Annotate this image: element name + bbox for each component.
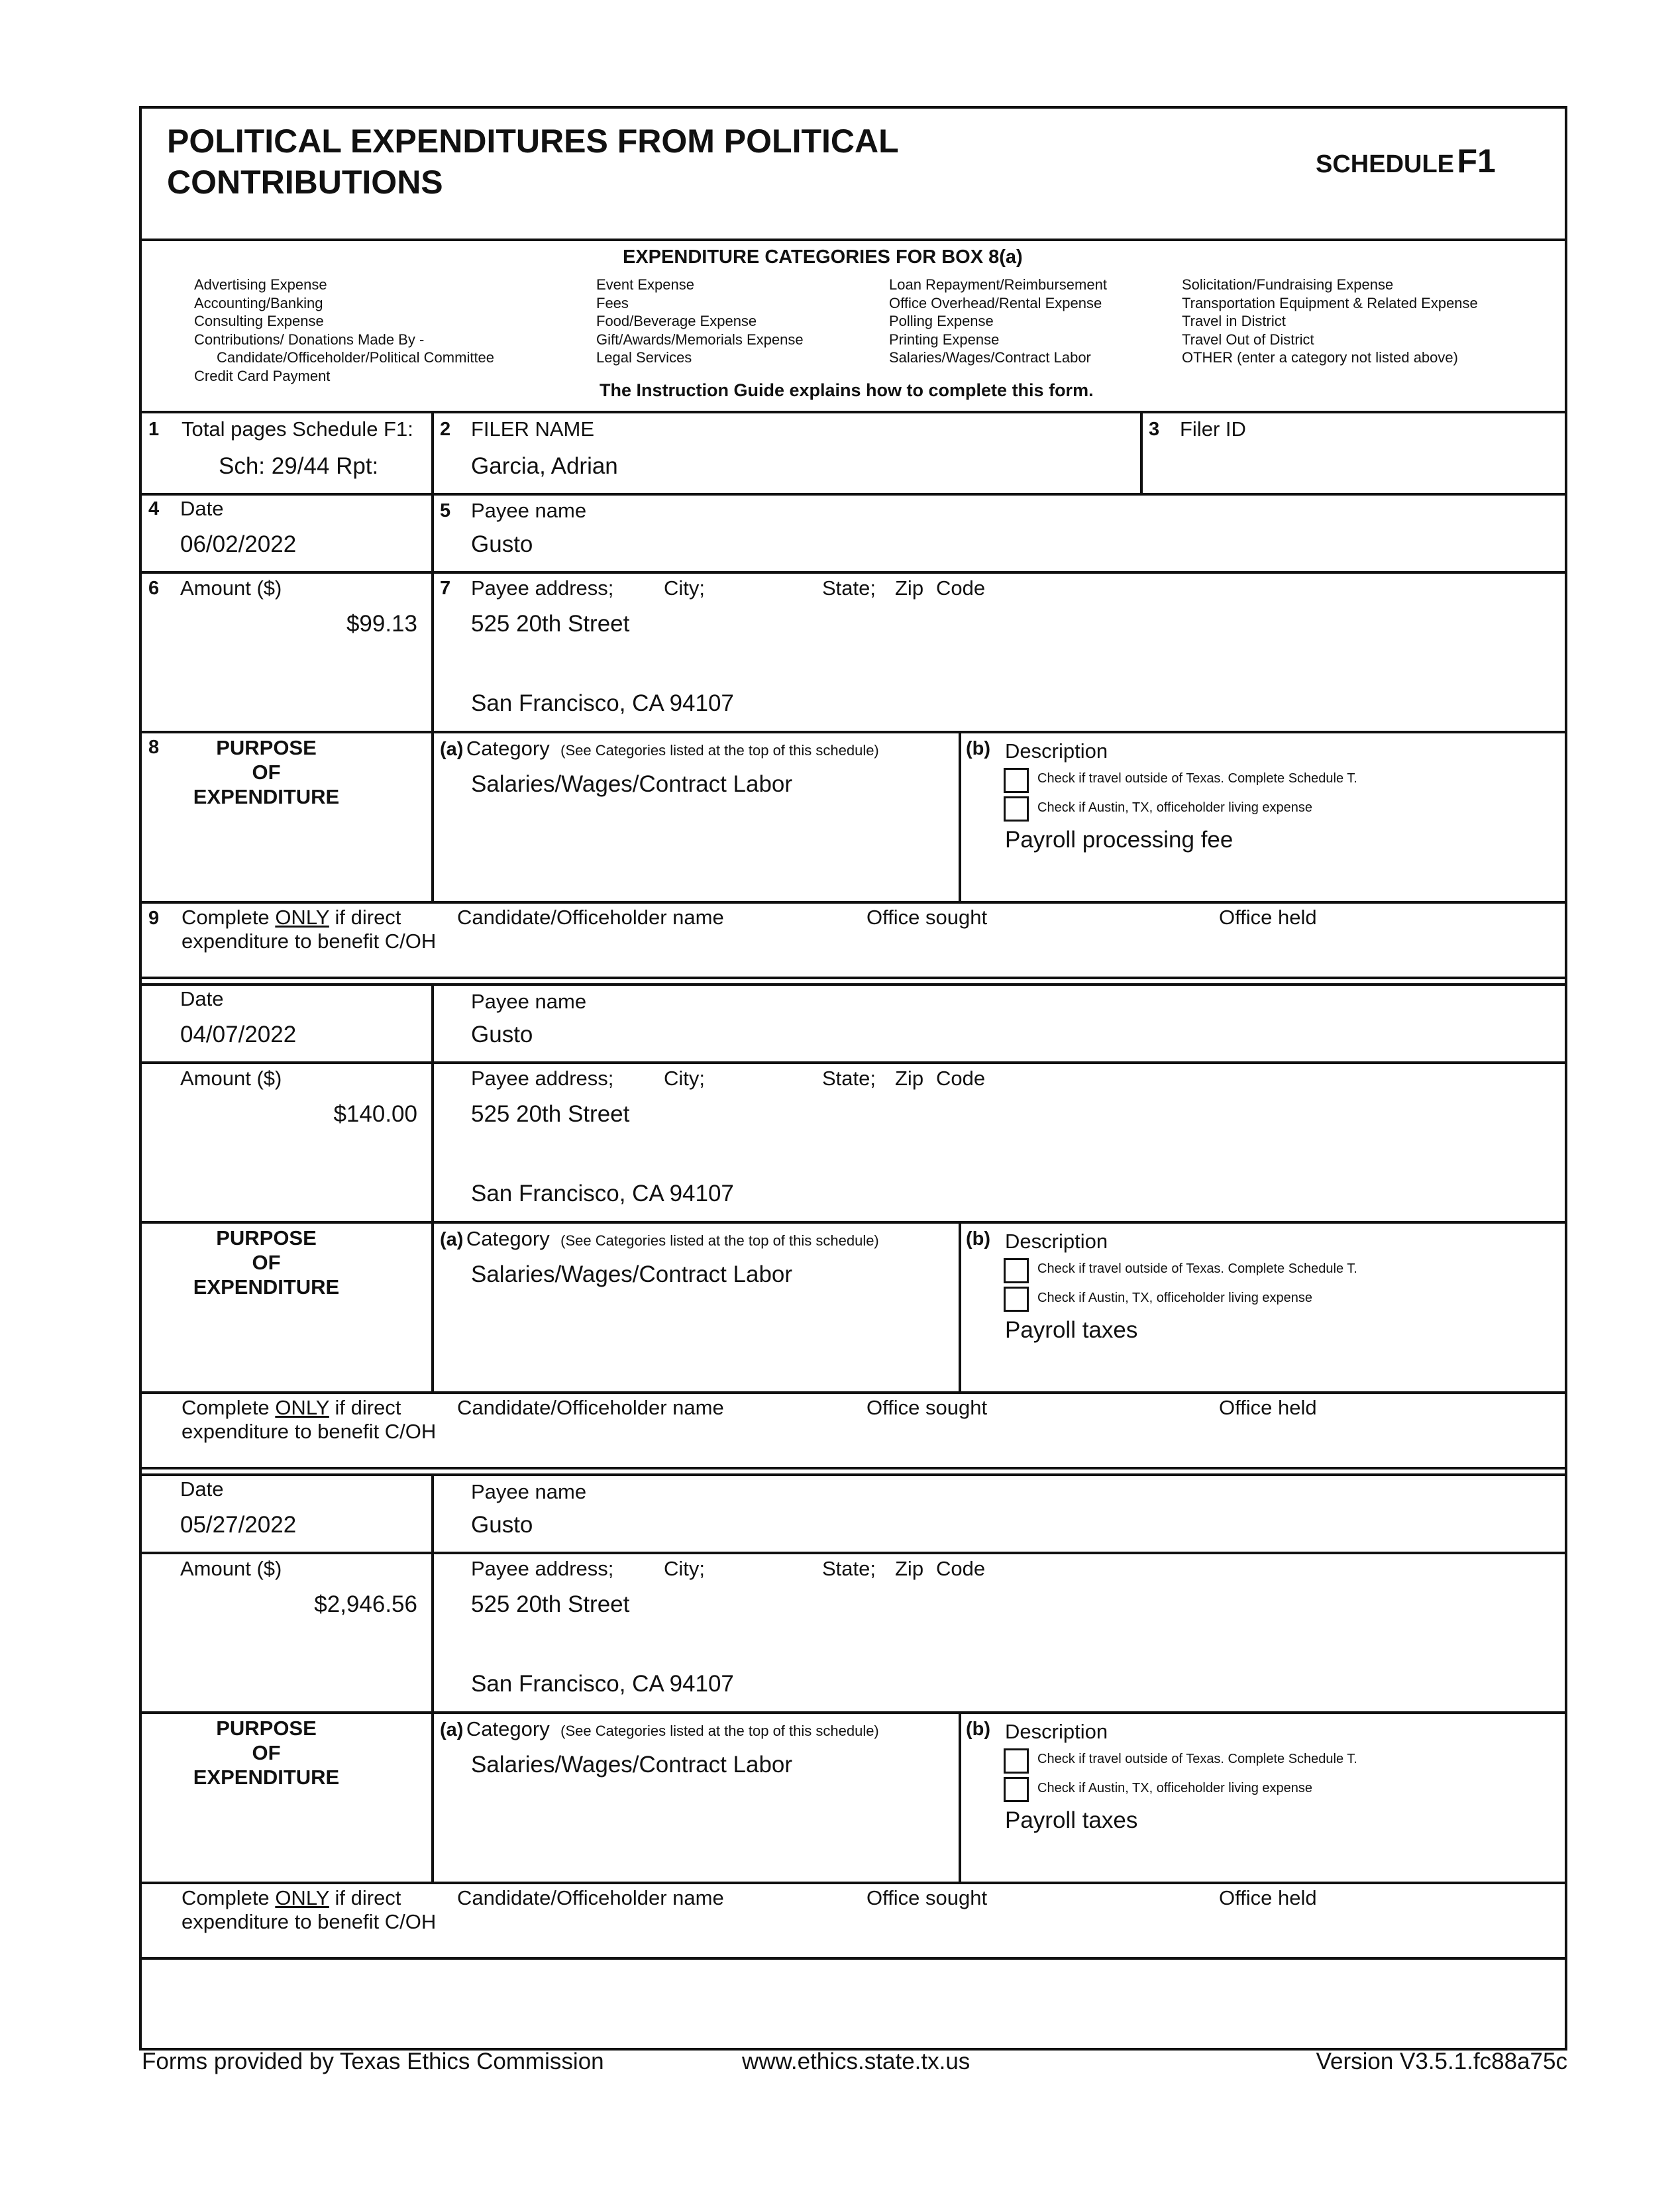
candidate-name-label: Candidate/Officeholder name (457, 1886, 724, 1909)
direct-expenditure-note (182, 1396, 436, 1444)
austin-checkbox[interactable] (1004, 796, 1029, 822)
purpose-heading (167, 735, 366, 809)
category-item: Credit Card Payment (194, 367, 331, 384)
category-label-row (440, 1227, 879, 1251)
field-number: 1 (148, 419, 160, 440)
only-word: ONLY (275, 1396, 329, 1419)
purpose-line: EXPENDITURE (193, 785, 340, 808)
divider (959, 731, 961, 901)
city-state-zip-value: San Francisco, CA 94107 (471, 690, 734, 716)
purpose-line: OF (252, 1741, 281, 1764)
purpose-heading (167, 1716, 366, 1789)
category-item: Solicitation/Fundraising Expense (1182, 276, 1394, 293)
form-title (167, 121, 899, 203)
category-item: Printing Expense (889, 331, 1000, 348)
field-number: 8 (148, 737, 160, 758)
filer-id-label: Filer ID (1180, 417, 1246, 441)
divider (431, 983, 434, 1391)
divider (959, 1221, 961, 1391)
field-number: 9 (148, 908, 160, 929)
amount-label: Amount ($) (180, 1557, 282, 1580)
footer-version: Version V3.5.1.fc88a75c (1316, 2049, 1567, 2074)
category-item: Travel in District (1182, 313, 1286, 329)
field-number: 2 (440, 419, 451, 440)
code-label: Code (936, 576, 986, 600)
field-number: 6 (148, 578, 160, 599)
divider (1140, 411, 1143, 493)
office-sought-label: Office sought (866, 1886, 988, 1909)
austin-checkbox[interactable] (1004, 1287, 1029, 1312)
divider (139, 977, 1567, 979)
divider (139, 1473, 1567, 1476)
only-word: ONLY (275, 906, 329, 929)
divider (139, 1467, 1567, 1469)
schedule-word: SCHEDULE (1316, 150, 1455, 178)
travel-checkbox-label: Check if travel outside of Texas. Complete Schedule T. (1037, 771, 1357, 786)
payee-name-label: Payee name (471, 499, 587, 522)
complete-word: Complete (182, 1886, 270, 1909)
category-item: Polling Expense (889, 313, 994, 329)
field-letter: (a) (440, 1229, 464, 1250)
description-value: Payroll processing fee (1005, 827, 1234, 853)
purpose-line: PURPOSE (216, 1226, 317, 1250)
zip-label: Zip (895, 1557, 924, 1580)
category-value: Salaries/Wages/Contract Labor (471, 1752, 793, 1778)
payee-name-value: Gusto (471, 1512, 533, 1538)
category-item: Event Expense (596, 276, 694, 293)
payee-name-value: Gusto (471, 1022, 533, 1047)
schedule-id (1316, 142, 1496, 180)
complete-word: Complete (182, 906, 270, 929)
divider (139, 493, 1567, 496)
field-letter: (b) (966, 1719, 991, 1740)
footer-website[interactable]: www.ethics.state.tx.us (742, 2049, 971, 2074)
schedule-code: F1 (1457, 142, 1496, 180)
code-label: Code (936, 1557, 986, 1580)
austin-checkbox[interactable] (1004, 1777, 1029, 1802)
purpose-line: EXPENDITURE (193, 1275, 340, 1299)
divider (139, 239, 1567, 241)
category-label-row (440, 737, 879, 761)
austin-checkbox-label: Check if Austin, TX, officeholder living expense (1037, 800, 1313, 815)
category-item: Transportation Equipment & Related Expense (1182, 294, 1478, 311)
benefit-line: expenditure to benefit C/OH (182, 930, 437, 953)
category-item: Legal Services (596, 349, 692, 366)
amount-value: $99.13 (346, 611, 417, 637)
purpose-heading (167, 1226, 366, 1299)
city-label: City; (664, 1557, 705, 1580)
category-note: (See Categories listed at the top of this schedule) (560, 1232, 879, 1249)
form-title-line2: CONTRIBUTIONS (167, 164, 443, 201)
category-item: Accounting/Banking (194, 294, 323, 311)
category-item: Loan Repayment/Reimbursement (889, 276, 1107, 293)
category-item: Fees (596, 294, 629, 311)
category-value: Salaries/Wages/Contract Labor (471, 1261, 793, 1287)
divider (139, 731, 1567, 733)
instruction-note: The Instruction Guide explains how to complete this form. (600, 380, 1094, 400)
category-item: OTHER (enter a category not listed above) (1182, 349, 1458, 366)
footer-provider: Forms provided by Texas Ethics Commission (142, 2049, 604, 2074)
city-state-zip-value: San Francisco, CA 94107 (471, 1181, 734, 1206)
description-label: Description (1005, 1720, 1108, 1743)
category-label: Category (466, 1717, 550, 1740)
divider (431, 411, 434, 493)
categories-heading: EXPENDITURE CATEGORIES FOR BOX 8(a) (623, 246, 1023, 268)
category-label: Category (466, 737, 550, 760)
description-label: Description (1005, 1230, 1108, 1253)
direct-expenditure-note (182, 906, 436, 953)
category-item: Contributions/ Donations Made By - (194, 331, 425, 348)
payee-address-label: Payee address; (471, 1557, 614, 1580)
date-label: Date (180, 497, 224, 520)
complete-word: Complete (182, 1396, 270, 1419)
divider (139, 1221, 1567, 1224)
category-item: Travel Out of District (1182, 331, 1314, 348)
payee-name-label: Payee name (471, 990, 587, 1013)
category-item: Salaries/Wages/Contract Labor (889, 349, 1091, 366)
filer-name-label: FILER NAME (471, 417, 595, 441)
amount-value: $140.00 (333, 1101, 417, 1127)
state-label: State; (822, 576, 876, 600)
street-value: 525 20th Street (471, 611, 630, 637)
field-number: 7 (440, 578, 451, 599)
date-value: 05/27/2022 (180, 1512, 297, 1538)
divider (139, 1957, 1567, 1960)
divider (139, 571, 1567, 574)
total-pages-label: Total pages Schedule F1: (182, 417, 413, 441)
travel-checkbox-label: Check if travel outside of Texas. Complete Schedule T. (1037, 1261, 1357, 1276)
austin-checkbox-label: Check if Austin, TX, officeholder living expense (1037, 1291, 1313, 1305)
benefit-line: expenditure to benefit C/OH (182, 1910, 437, 1933)
date-label: Date (180, 1477, 224, 1501)
office-sought-label: Office sought (866, 906, 988, 929)
if-direct-word: if direct (335, 1886, 401, 1909)
street-value: 525 20th Street (471, 1591, 630, 1617)
divider (139, 1711, 1567, 1714)
category-note: (See Categories listed at the top of this schedule) (560, 1723, 879, 1739)
date-value: 06/02/2022 (180, 531, 297, 557)
candidate-name-label: Candidate/Officeholder name (457, 906, 724, 929)
code-label: Code (936, 1067, 986, 1090)
field-number: 3 (1149, 419, 1160, 440)
category-column-1 (194, 276, 494, 385)
amount-label: Amount ($) (180, 1067, 282, 1090)
if-direct-word: if direct (335, 1396, 401, 1419)
category-item: Candidate/Officeholder/Political Committee (217, 349, 495, 366)
if-direct-word: if direct (335, 906, 401, 929)
total-pages-value: Sch: 29/44 Rpt: (219, 453, 379, 479)
purpose-line: OF (252, 1251, 281, 1274)
date-value: 04/07/2022 (180, 1022, 297, 1047)
purpose-line: EXPENDITURE (193, 1766, 340, 1789)
purpose-line: OF (252, 761, 281, 784)
office-held-label: Office held (1219, 906, 1317, 929)
field-number: 5 (440, 500, 451, 521)
description-value: Payroll taxes (1005, 1317, 1138, 1343)
divider (959, 1711, 961, 1882)
divider (431, 493, 434, 901)
category-item: Food/Beverage Expense (596, 313, 757, 329)
state-label: State; (822, 1557, 876, 1580)
city-label: City; (664, 576, 705, 600)
category-item: Office Overhead/Rental Expense (889, 294, 1102, 311)
category-item: Consulting Expense (194, 313, 324, 329)
divider (139, 1061, 1567, 1064)
category-label-row (440, 1717, 879, 1741)
payee-name-label: Payee name (471, 1480, 587, 1503)
travel-checkbox[interactable] (1004, 1748, 1029, 1774)
divider (139, 1391, 1567, 1394)
form-title-line1: POLITICAL EXPENDITURES FROM POLITICAL (167, 123, 899, 160)
divider (139, 1882, 1567, 1884)
state-label: State; (822, 1067, 876, 1090)
description-value: Payroll taxes (1005, 1807, 1138, 1833)
office-sought-label: Office sought (866, 1396, 988, 1419)
category-item: Gift/Awards/Memorials Expense (596, 331, 804, 348)
amount-value: $2,946.56 (314, 1591, 417, 1617)
category-column-4 (1182, 276, 1478, 367)
travel-checkbox-label: Check if travel outside of Texas. Complete Schedule T. (1037, 1752, 1357, 1766)
field-number: 4 (148, 498, 160, 519)
payee-address-label: Payee address; (471, 576, 614, 600)
zip-label: Zip (895, 576, 924, 600)
candidate-name-label: Candidate/Officeholder name (457, 1396, 724, 1419)
payee-address-label: Payee address; (471, 1067, 614, 1090)
field-letter: (b) (966, 738, 991, 759)
purpose-line: PURPOSE (216, 736, 317, 759)
street-value: 525 20th Street (471, 1101, 630, 1127)
category-column-3 (889, 276, 1107, 367)
purpose-line: PURPOSE (216, 1717, 317, 1740)
divider (139, 1552, 1567, 1554)
city-label: City; (664, 1067, 705, 1090)
category-label: Category (466, 1227, 550, 1250)
travel-checkbox[interactable] (1004, 1258, 1029, 1283)
office-held-label: Office held (1219, 1886, 1317, 1909)
date-label: Date (180, 987, 224, 1010)
divider (139, 411, 1567, 413)
office-held-label: Office held (1219, 1396, 1317, 1419)
field-letter: (b) (966, 1228, 991, 1250)
field-letter: (a) (440, 739, 464, 760)
category-column-2 (596, 276, 804, 367)
zip-label: Zip (895, 1067, 924, 1090)
amount-label: Amount ($) (180, 576, 282, 600)
divider (139, 983, 1567, 986)
description-label: Description (1005, 739, 1108, 763)
austin-checkbox-label: Check if Austin, TX, officeholder living expense (1037, 1781, 1313, 1795)
category-value: Salaries/Wages/Contract Labor (471, 771, 793, 797)
only-word: ONLY (275, 1886, 329, 1909)
benefit-line: expenditure to benefit C/OH (182, 1420, 437, 1443)
payee-name-value: Gusto (471, 531, 533, 557)
divider (139, 901, 1567, 904)
category-note: (See Categories listed at the top of this schedule) (560, 742, 879, 759)
divider (431, 1473, 434, 1882)
category-item: Advertising Expense (194, 276, 327, 293)
travel-checkbox[interactable] (1004, 768, 1029, 793)
field-letter: (a) (440, 1719, 464, 1740)
city-state-zip-value: San Francisco, CA 94107 (471, 1671, 734, 1697)
filer-name-value: Garcia, Adrian (471, 453, 618, 479)
direct-expenditure-note (182, 1886, 436, 1934)
